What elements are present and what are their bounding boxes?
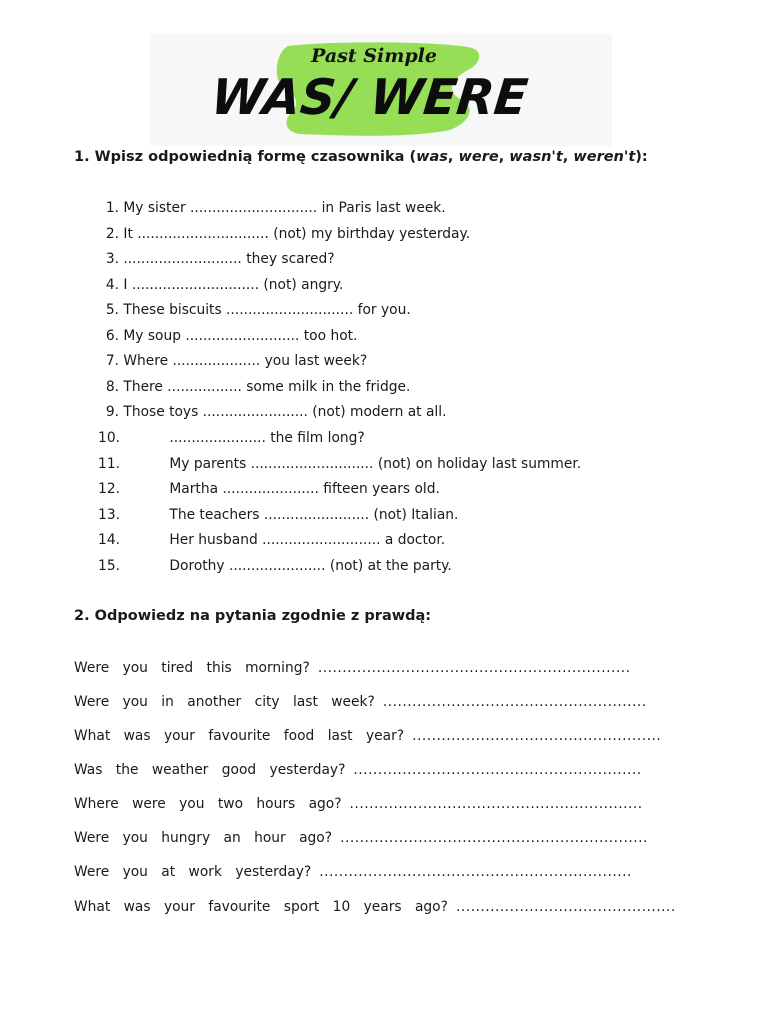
item-number: 6.: [105, 328, 119, 344]
exercise2-item: [74, 726, 694, 746]
answer-line[interactable]: ......................................................: [382, 694, 647, 710]
exercise2-item: [74, 794, 694, 814]
item-text[interactable]: My sister ............................. in Paris last week.: [123, 200, 446, 216]
item-number: 13.: [98, 507, 120, 523]
item-text[interactable]: It .............................. (not) my birthday yesterday.: [123, 226, 471, 242]
item-number: 10.: [98, 430, 120, 446]
exercise1-item: [94, 556, 452, 576]
item-text[interactable]: ...................... the film long?: [169, 430, 365, 446]
answer-line[interactable]: ................................................................: [317, 660, 631, 676]
exercise2-item: [74, 862, 694, 882]
item-number: 8.: [105, 379, 119, 395]
exercise1-item: [94, 224, 470, 244]
item-number: 7.: [105, 353, 119, 369]
item-text[interactable]: My soup .......................... too hot.: [123, 328, 358, 344]
answer-line[interactable]: ...............................................................: [340, 830, 648, 846]
exercise1-item: [94, 428, 365, 448]
exercise2-item: [74, 897, 694, 917]
exercise1-item: [94, 351, 367, 371]
question-text: Was the weather good yesterday?: [74, 762, 346, 778]
answer-line[interactable]: .............................................: [455, 899, 676, 915]
item-text[interactable]: Those toys ........................ (not) modern at all.: [123, 404, 447, 420]
question-text: Were you tired this morning?: [74, 660, 310, 676]
item-number: 12.: [98, 481, 120, 497]
question-text: Where were you two hours ago?: [74, 796, 342, 812]
heading-word-were: were: [458, 149, 499, 165]
item-text[interactable]: Dorothy ...................... (not) at the party.: [169, 558, 452, 574]
exercise1-item: [94, 275, 343, 295]
item-text[interactable]: These biscuits ............................. for you.: [123, 302, 411, 318]
exercise1-item: [94, 454, 581, 474]
answer-line[interactable]: ............................................................: [349, 796, 643, 812]
item-number: 14.: [98, 532, 120, 548]
exercise2-heading: 2. Odpowiedz na pytania zgodnie z prawdą:: [74, 608, 432, 624]
item-text[interactable]: There ................. some milk in the fridge.: [123, 379, 411, 395]
exercise1-item: [94, 530, 445, 550]
question-text: Were you in another city last week?: [74, 694, 375, 710]
title-graphic: [150, 34, 612, 146]
heading-word-werent: weren't: [573, 149, 636, 165]
item-number: 3.: [105, 251, 119, 267]
exercise2-item: [74, 692, 694, 712]
exercise1-heading-prefix: 1. Wpisz odpowiednią formę czasownika (: [74, 149, 417, 165]
answer-line[interactable]: ...................................................: [412, 728, 662, 744]
question-text: What was your favourite sport 10 years ago?: [74, 899, 448, 915]
exercise1-item: [94, 479, 440, 499]
exercise2-item: [74, 760, 694, 780]
header-subtitle: Past Simple: [311, 45, 437, 67]
item-number: 5.: [105, 302, 119, 318]
item-text[interactable]: My parents ............................ (not) on holiday last summer.: [169, 456, 582, 472]
question-text: What was your favourite food last year?: [74, 728, 405, 744]
item-text[interactable]: ........................... they scared?: [123, 251, 335, 267]
exercise2-item: [74, 828, 694, 848]
exercise1-item: [94, 249, 335, 269]
exercise2-item: [74, 658, 694, 678]
exercise1-item: [94, 198, 446, 218]
item-text[interactable]: Her husband ........................... a doctor.: [169, 532, 446, 548]
exercise1-heading-suffix: ):: [635, 149, 648, 165]
exercise1-item: [94, 402, 447, 422]
exercise1-heading: 1. Wpisz odpowiednią formę czasownika (was, were, wasn't, weren't):: [74, 149, 648, 165]
item-number: 2.: [105, 226, 119, 242]
item-text[interactable]: Martha ...................... fifteen years old.: [169, 481, 440, 497]
item-text[interactable]: Where .................... you last week?: [123, 353, 368, 369]
heading-word-was: was: [416, 149, 448, 165]
item-number: 15.: [98, 558, 120, 574]
item-number: 9.: [105, 404, 119, 420]
item-number: 1.: [105, 200, 119, 216]
header-banner: [150, 34, 612, 146]
exercise1-item: [94, 326, 357, 346]
item-number: 4.: [105, 277, 119, 293]
exercise1-item: [94, 377, 410, 397]
item-number: 11.: [98, 456, 120, 472]
question-text: Were you hungry an hour ago?: [74, 830, 333, 846]
exercise1-item: [94, 505, 458, 525]
item-text[interactable]: The teachers ........................ (not) Italian.: [169, 507, 459, 523]
item-text[interactable]: I ............................. (not) angry.: [123, 277, 344, 293]
exercise1-item: [94, 300, 411, 320]
question-text: Were you at work yesterday?: [74, 864, 312, 880]
answer-line[interactable]: ................................................................: [319, 864, 632, 880]
heading-word-wasnt: wasn't: [509, 149, 563, 165]
header-title: WAS/ WERE: [208, 68, 534, 126]
answer-line[interactable]: ...........................................................: [353, 762, 642, 778]
